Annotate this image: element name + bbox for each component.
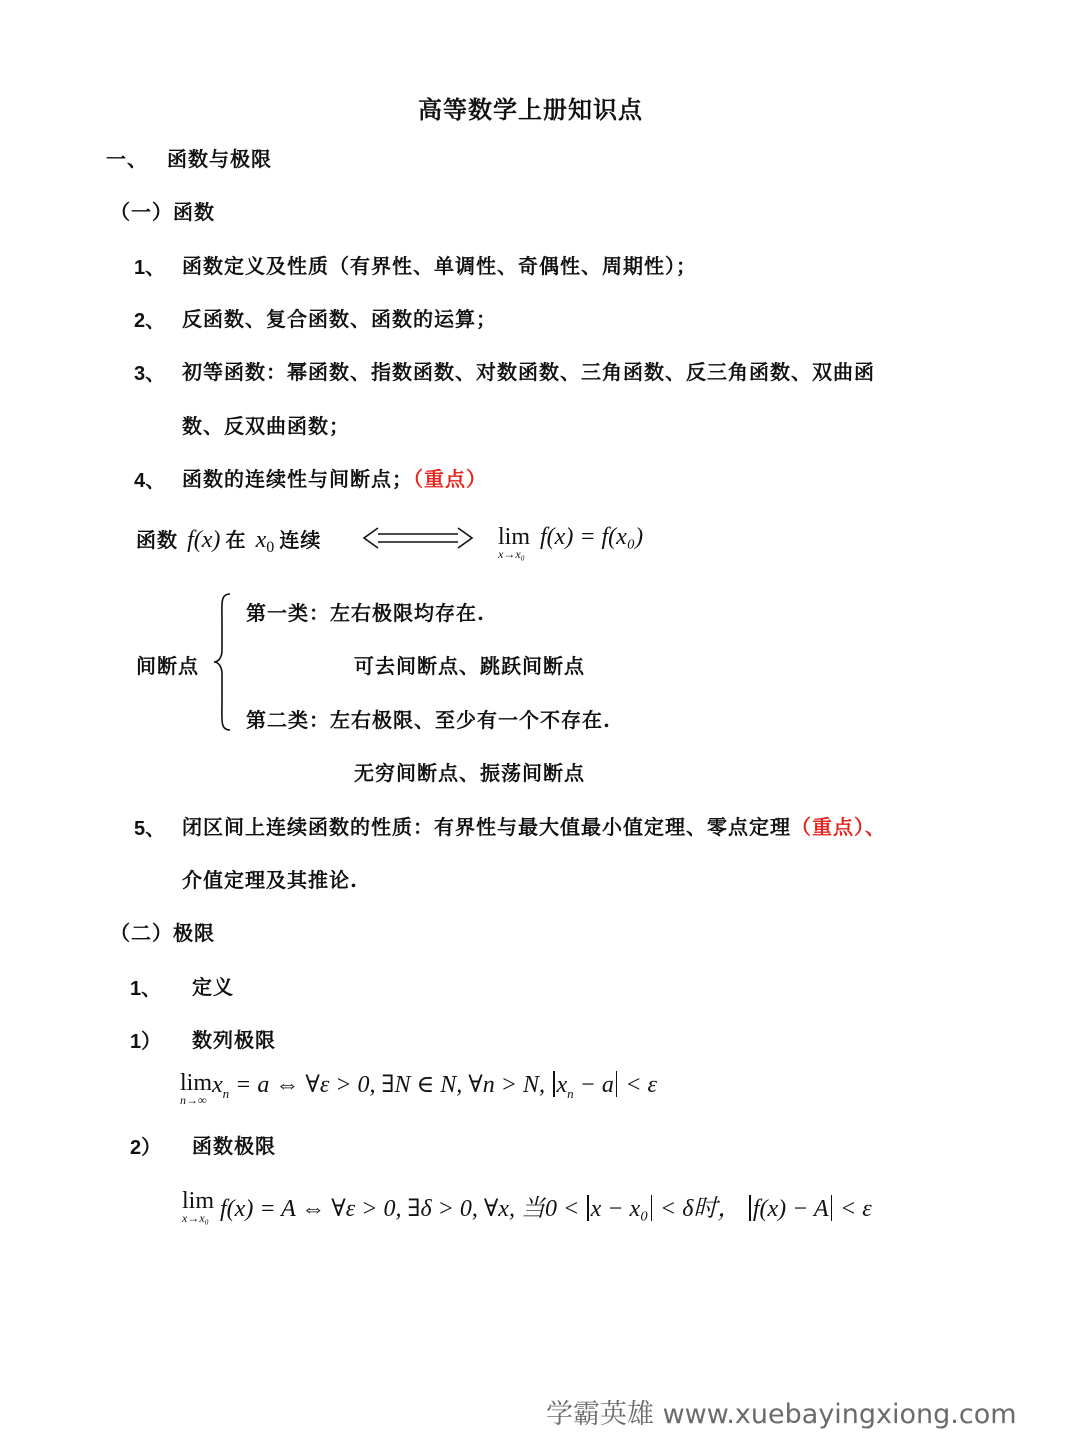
- function-limit-heading: 函数极限: [192, 1134, 276, 1158]
- item-1-text: 函数定义及性质（有界性、单调性、奇偶性、周期性）；: [182, 254, 697, 278]
- sequence-limit-number: 1）: [130, 1031, 162, 1053]
- continuity-rhs: f(x) = f(x₀): [540, 524, 644, 550]
- abs-bar-left-2: [587, 1195, 589, 1221]
- sequence-abs-x: x: [556, 1072, 568, 1098]
- first-kind-discontinuity: 第一类：左右极限均存在.: [246, 601, 485, 625]
- function-limit-number: 2）: [130, 1137, 162, 1159]
- function-tail: < ε: [840, 1196, 872, 1222]
- continuity-word-continuous: 连续: [279, 528, 322, 552]
- continuity-lim-word: lim: [498, 524, 531, 550]
- abs-bar-right: [616, 1071, 618, 1097]
- abs-bar-right-2: [651, 1195, 653, 1221]
- sequence-abs-subscript: n: [567, 1086, 574, 1101]
- abs-bar-right-3: [831, 1195, 833, 1221]
- function-limit-formula: [182, 1188, 872, 1226]
- subsection-limits-heading: （二）极限: [110, 921, 215, 945]
- sequence-tail: < ε: [625, 1072, 658, 1098]
- subsection-functions-heading: （一）函数: [110, 200, 215, 224]
- abs-bar-left: [553, 1071, 555, 1097]
- section-1-heading: 函数与极限: [167, 147, 272, 171]
- continuity-definition: [136, 524, 321, 557]
- continuity-word-at: 在: [225, 528, 247, 552]
- function-lim-subscript: x→x₀: [182, 1211, 209, 1225]
- function-abs-1: x − x₀: [590, 1196, 649, 1222]
- continuity-limit: [498, 524, 643, 562]
- sequence-lim-subscript: n→∞: [180, 1093, 207, 1107]
- item-2-number: 2、: [134, 310, 166, 332]
- continuity-fx: f(x): [187, 527, 221, 553]
- sequence-x: x: [212, 1072, 223, 1098]
- item-4-label: 函数的连续性与间断点；: [182, 467, 413, 491]
- function-condition: f(x) = A ⇔ ∀ε > 0, ∃δ > 0, ∀x, 当0 <: [220, 1196, 580, 1222]
- second-kind-types: 无穷间断点、振荡间断点: [354, 761, 585, 785]
- key-point-marker: （重点）: [413, 467, 487, 491]
- sequence-x-subscript: n: [222, 1086, 230, 1101]
- item-2-text: 反函数、复合函数、函数的运算；: [182, 307, 497, 331]
- section-1-number: 一、: [106, 147, 148, 171]
- item-5-label: 闭区间上连续函数的性质：有界性与最大值最小值定理、零点定理: [182, 815, 791, 839]
- item-3-number: 3、: [134, 363, 166, 385]
- sequence-lim-word: lim: [180, 1070, 213, 1096]
- function-lim-word: lim: [182, 1188, 215, 1214]
- first-kind-types: 可去间断点、跳跃间断点: [354, 654, 585, 678]
- continuity-word-function: 函数: [136, 528, 178, 552]
- continuity-x: x: [255, 527, 267, 553]
- item-3-text: 初等函数：幂函数、指数函数、对数函数、三角函数、反三角函数、双曲函: [182, 360, 875, 384]
- item-4-number: 4、: [134, 470, 166, 492]
- sequence-abs-rest: − a: [573, 1072, 614, 1098]
- sequence-limit-heading: 数列极限: [192, 1028, 276, 1052]
- page-title: 高等数学上册知识点: [418, 95, 643, 124]
- key-point-marker-2: （重点）、: [791, 815, 886, 839]
- item-4-text: [182, 463, 487, 492]
- abs-bar-left-3: [749, 1195, 751, 1221]
- function-mid: < δ时，: [660, 1196, 742, 1222]
- item-5-text-continued: 介值定理及其推论.: [182, 868, 358, 892]
- item-5-text: [182, 811, 886, 840]
- sequence-limit-formula: [180, 1070, 657, 1108]
- function-abs-2: f(x) − A: [752, 1196, 829, 1222]
- second-kind-discontinuity: 第二类：左右极限、至少有一个不存在.: [246, 708, 611, 732]
- continuity-x-subscript: 0: [266, 539, 275, 556]
- continuity-lim-subscript: x→x₀: [498, 547, 525, 561]
- item-1-number: 1、: [134, 257, 166, 279]
- footer-watermark: 学霸英雄 www.xuebayingxiong.com: [546, 1399, 1017, 1430]
- item-3-text-continued: 数、反双曲函数；: [182, 414, 350, 438]
- sequence-condition: = a ⇔ ∀ε > 0, ∃N ∈ N, ∀n > N,: [235, 1072, 545, 1098]
- definition-heading: 定义: [192, 975, 234, 999]
- definition-number: 1、: [130, 978, 162, 1000]
- left-brace-icon: [212, 592, 234, 732]
- item-5-number: 5、: [134, 818, 166, 840]
- discontinuity-label: 间断点: [136, 654, 199, 678]
- double-arrow-icon: [362, 526, 474, 550]
